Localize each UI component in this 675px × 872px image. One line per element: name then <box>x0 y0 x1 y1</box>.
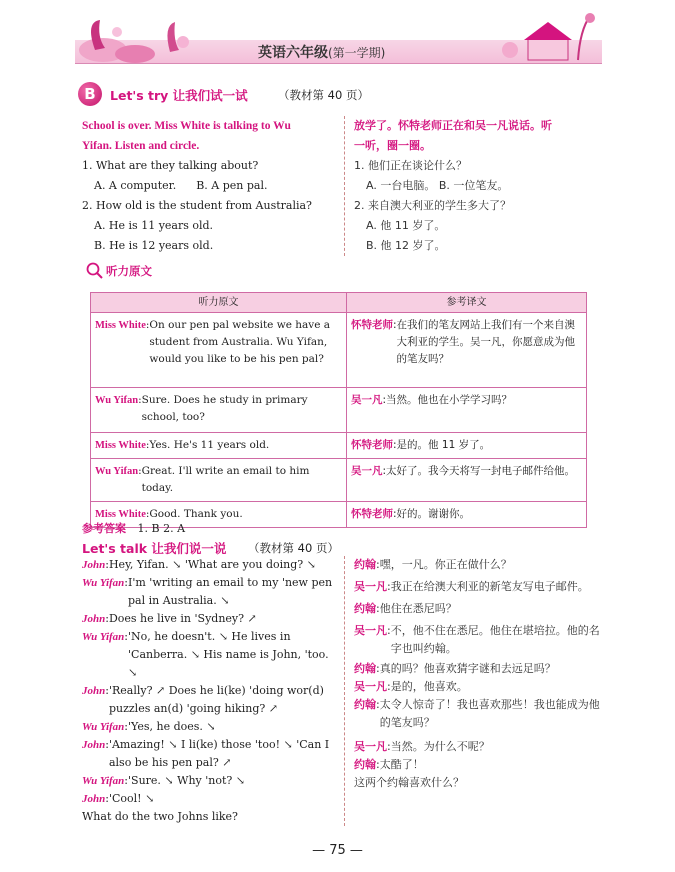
talk-line-cn: 约翰 : 太酷了！ <box>354 756 602 774</box>
column-divider <box>344 116 345 256</box>
talk-speaker-en: John <box>82 739 106 751</box>
talk-text-en: Does he live in 'Sydney? ↗ <box>108 612 257 625</box>
talk-line-en: Wu Yifan : 'Sure. ↘ Why 'not? ↘ <box>82 772 338 790</box>
talk-text-en: 'Yes, he does. ↘ <box>128 720 216 733</box>
talk-line-cn: 约翰 : 嘿，一凡。你正在做什么？ <box>354 556 602 574</box>
lets-try-title: Let's try 让我们试一试 <box>110 88 248 103</box>
talk-speaker-cn: 吴一凡 <box>354 740 387 753</box>
speaker-en: Wu Yifan <box>95 466 139 477</box>
answers-label: 参考答案 <box>82 522 126 535</box>
listening-cell-cn: 吴一凡 : 当然。他也在小学学习吗？ <box>347 388 587 433</box>
listening-cell-en: Miss White : On our pen pal website we have a student from Australia. Wu Yifan, would you like to be his pen pal? <box>91 313 347 388</box>
speaker-cn: 怀特老师 <box>351 439 393 451</box>
q1-option-b: B. A pen pal. <box>196 179 268 192</box>
q1-option-a: A. A computer. <box>94 179 177 192</box>
talk-speaker-en: John <box>82 793 106 805</box>
line-cn: 是的。他 11 岁了。 <box>396 439 491 451</box>
listening-cell-en: Miss White : Yes. He's 11 years old. <box>91 433 347 459</box>
lets-talk-ref: （教材第 40 页） <box>248 541 339 555</box>
try-cn-q1: 1. 他们正在谈论什么？ <box>354 159 467 172</box>
lets-talk-title: Let's talk 让我们说一说 <box>82 541 227 556</box>
talk-chinese-column <box>354 556 602 792</box>
speaker-cn: 怀特老师 <box>351 319 393 331</box>
talk-speaker-en: Wu Yifan <box>82 631 125 643</box>
header-decoration-right-icon <box>498 10 603 66</box>
talk-speaker-en: Wu Yifan <box>82 775 125 787</box>
listening-row <box>91 313 587 388</box>
talk-text-cn: 太酷了！ <box>379 758 424 771</box>
try-question-1: 1. What are they talking about? <box>82 159 259 172</box>
talk-line-en: John : 'Amazing! ↘ I li(ke) those 'too! ↘ 'Can I also be his pen pal? ↗ <box>82 736 338 772</box>
col-header-original: 听力原文 <box>91 293 347 313</box>
listening-cell-cn: 怀特老师 : 好的。谢谢你。 <box>347 502 587 528</box>
talk-line-en: Wu Yifan : 'Yes, he does. ↘ <box>82 718 338 736</box>
talk-text-en: 'Amazing! ↘ I li(ke) those 'too! ↘ 'Can I also be his pen pal? ↗ <box>108 738 330 769</box>
magnifier-icon <box>86 262 104 280</box>
answers-line <box>82 520 185 536</box>
talk-speaker-cn: 吴一凡 <box>354 580 387 593</box>
talk-text-cn: 他住在悉尼吗？ <box>379 602 457 615</box>
talk-line-en: John : Does he live in 'Sydney? ↗ <box>82 610 338 628</box>
try-intro-line1: School is over. Miss White is talking to Wu <box>82 120 291 132</box>
listening-title: 听力原文 <box>106 264 152 278</box>
listening-cell-cn: 怀特老师 : 在我们的笔友网站上我们有一个来自澳大利亚的学生。吴一凡，你愿意成为他的笔友吗？ <box>347 313 587 388</box>
talk-speaker-cn: 约翰 <box>354 602 376 615</box>
speaker-en: Miss White <box>95 440 146 451</box>
line-en: Sure. Does he study in primary school, too? <box>141 394 308 423</box>
talk-speaker-en: John <box>82 559 106 571</box>
talk-text-en: I'm 'writing an email to my 'new pen pal in Australia. ↘ <box>128 576 333 607</box>
listening-cell-en: Wu Yifan : Great. I'll write an email to him today. <box>91 459 347 502</box>
talk-line-en: Wu Yifan : I'm 'writing an email to my 'new pen pal in Australia. ↘ <box>82 574 338 610</box>
try-english-column <box>82 116 340 256</box>
header-decoration-left-icon <box>75 12 195 64</box>
line-en: Yes. He's 11 years old. <box>149 439 270 451</box>
section-b-badge: B <box>78 82 102 106</box>
try-cn-q1-options: A. 一台电脑。 B. 一位笔友。 <box>366 179 509 192</box>
talk-line-cn: 约翰 : 他住在悉尼吗？ <box>354 600 602 618</box>
header-title: 英语六年级(第一学期) <box>258 45 386 61</box>
talk-text-en: 'Really? ↗ Does he li(ke) 'doing wor(d) puzzles an(d) 'going hiking? ↗ <box>108 684 324 715</box>
talk-text-cn: 嘿，一凡。你正在做什么？ <box>379 558 512 571</box>
talk-text-cn: 当然。为什么不呢？ <box>390 740 490 753</box>
talk-text-en: 'Cool! ↘ <box>108 792 155 805</box>
talk-text-en: 'No, he doesn't. ↘ He lives in 'Canberra. ↘ His name is John, 'too. ↘ <box>128 630 329 679</box>
talk-speaker-en: John <box>82 613 106 625</box>
line-cn: 好的。谢谢你。 <box>396 508 471 520</box>
talk-text-cn: 是的，他喜欢。 <box>390 680 468 693</box>
line-en: Great. I'll write an email to him today. <box>141 465 310 494</box>
try-cn-q2: 2. 来自澳大利亚的学生多大了？ <box>354 199 511 212</box>
talk-text-cn: 不，他不住在悉尼。他住在堪培拉。他的名字也叫约翰。 <box>390 624 600 655</box>
line-cn: 当然。他也在小学学习吗？ <box>386 394 513 406</box>
talk-line-en: Wu Yifan : 'No, he doesn't. ↘ He lives in 'Canberra. ↘ His name is John, 'too. ↘ <box>82 628 338 682</box>
talk-text-cn: 太令人惊奇了！我也喜欢那些！我也能成为他的笔友吗？ <box>379 698 600 729</box>
talk-speaker-cn: 约翰 <box>354 698 376 711</box>
talk-line-en: John : 'Really? ↗ Does he li(ke) 'doing wor(d) puzzles an(d) 'going hiking? ↗ <box>82 682 338 718</box>
talk-speaker-cn: 约翰 <box>354 758 376 771</box>
listening-table <box>90 292 587 528</box>
try-chinese-column <box>354 116 602 256</box>
talk-text-cn: 真的吗？他喜欢猜字谜和去远足吗？ <box>379 662 556 675</box>
listening-cell-cn: 吴一凡 : 太好了。我今天将写一封电子邮件给他。 <box>347 459 587 502</box>
listening-row <box>91 433 587 459</box>
col-header-translation: 参考译文 <box>347 293 587 313</box>
line-cn: 在我们的笔友网站上我们有一个来自澳大利亚的学生。吴一凡，你愿意成为他的笔友吗？ <box>396 319 576 365</box>
speaker-en: Miss White <box>95 320 146 331</box>
talk-line-cn: 吴一凡 : 当然。为什么不呢？ <box>354 738 602 756</box>
talk-line-cn: 吴一凡 : 我正在给澳大利亚的新笔友写电子邮件。 <box>354 578 602 596</box>
q2-option-a: A. He is 11 years old. <box>94 219 214 232</box>
try-cn-q2a: A. 他 11 岁了。 <box>366 219 446 232</box>
talk-speaker-cn: 吴一凡 <box>354 680 387 693</box>
speaker-en: Wu Yifan <box>95 395 139 406</box>
talk-speaker-cn: 吴一凡 <box>354 624 387 637</box>
try-question-2: 2. How old is the student from Australia? <box>82 199 312 212</box>
listening-cell-en: Miss White : Good. Thank you. <box>91 502 347 528</box>
talk-question-cn: 这两个约翰喜欢什么？ <box>354 776 464 789</box>
line-en: On our pen pal website we have a student from Australia. Wu Yifan, would you like to be his pen pal? <box>149 319 331 365</box>
talk-speaker-cn: 约翰 <box>354 662 376 675</box>
talk-question-en: What do the two Johns like? <box>82 810 238 823</box>
talk-english-column <box>82 556 338 826</box>
talk-line-cn: 吴一凡 : 不，他不住在悉尼。他住在堪培拉。他的名字也叫约翰。 <box>354 622 602 658</box>
lets-try-ref: （教材第 40 页） <box>278 88 369 102</box>
answers-value: 1. B 2. A <box>137 522 186 535</box>
listening-cell-cn: 怀特老师 : 是的。他 11 岁了。 <box>347 433 587 459</box>
talk-line-cn: 约翰 : 太令人惊奇了！我也喜欢那些！我也能成为他的笔友吗？ <box>354 696 602 732</box>
line-en: Good. Thank you. <box>149 508 243 520</box>
speaker-cn: 怀特老师 <box>351 508 393 520</box>
talk-text-cn: 我正在给澳大利亚的新笔友写电子邮件。 <box>390 580 589 593</box>
page-number: — 75 — <box>312 843 363 858</box>
listening-row <box>91 388 587 433</box>
talk-line-cn: 约翰 : 真的吗？他喜欢猜字谜和去远足吗？ <box>354 660 602 678</box>
talk-speaker-en: John <box>82 685 106 697</box>
try-q1-options <box>82 176 340 196</box>
q2-option-b: B. He is 12 years old. <box>94 239 214 252</box>
listening-cell-en: Wu Yifan : Sure. Does he study in primary school, too? <box>91 388 347 433</box>
speaker-en: Miss White <box>95 509 146 520</box>
talk-line-en: John : 'Cool! ↘ <box>82 790 338 808</box>
speaker-cn: 吴一凡 <box>351 394 383 406</box>
talk-speaker-en: Wu Yifan <box>82 577 125 589</box>
talk-divider <box>344 556 345 826</box>
talk-line-cn: 吴一凡 : 是的，他喜欢。 <box>354 678 602 696</box>
try-intro-line2: Yifan. Listen and circle. <box>82 140 200 152</box>
try-cn-q2b: B. 他 12 岁了。 <box>366 239 446 252</box>
talk-speaker-cn: 约翰 <box>354 558 376 571</box>
speaker-cn: 吴一凡 <box>351 465 383 477</box>
talk-text-en: 'Sure. ↘ Why 'not? ↘ <box>128 774 245 787</box>
talk-speaker-en: Wu Yifan <box>82 721 125 733</box>
line-cn: 太好了。我今天将写一封电子邮件给他。 <box>386 465 576 477</box>
try-cn-intro2: 一听，圈一圈。 <box>354 139 431 152</box>
listening-row <box>91 459 587 502</box>
talk-text-en: Hey, Yifan. ↘ 'What are you doing? ↘ <box>108 558 316 571</box>
talk-line-en: John : Hey, Yifan. ↘ 'What are you doing? ↘ <box>82 556 338 574</box>
try-cn-intro1: 放学了。怀特老师正在和吴一凡说话。听 <box>354 119 552 132</box>
